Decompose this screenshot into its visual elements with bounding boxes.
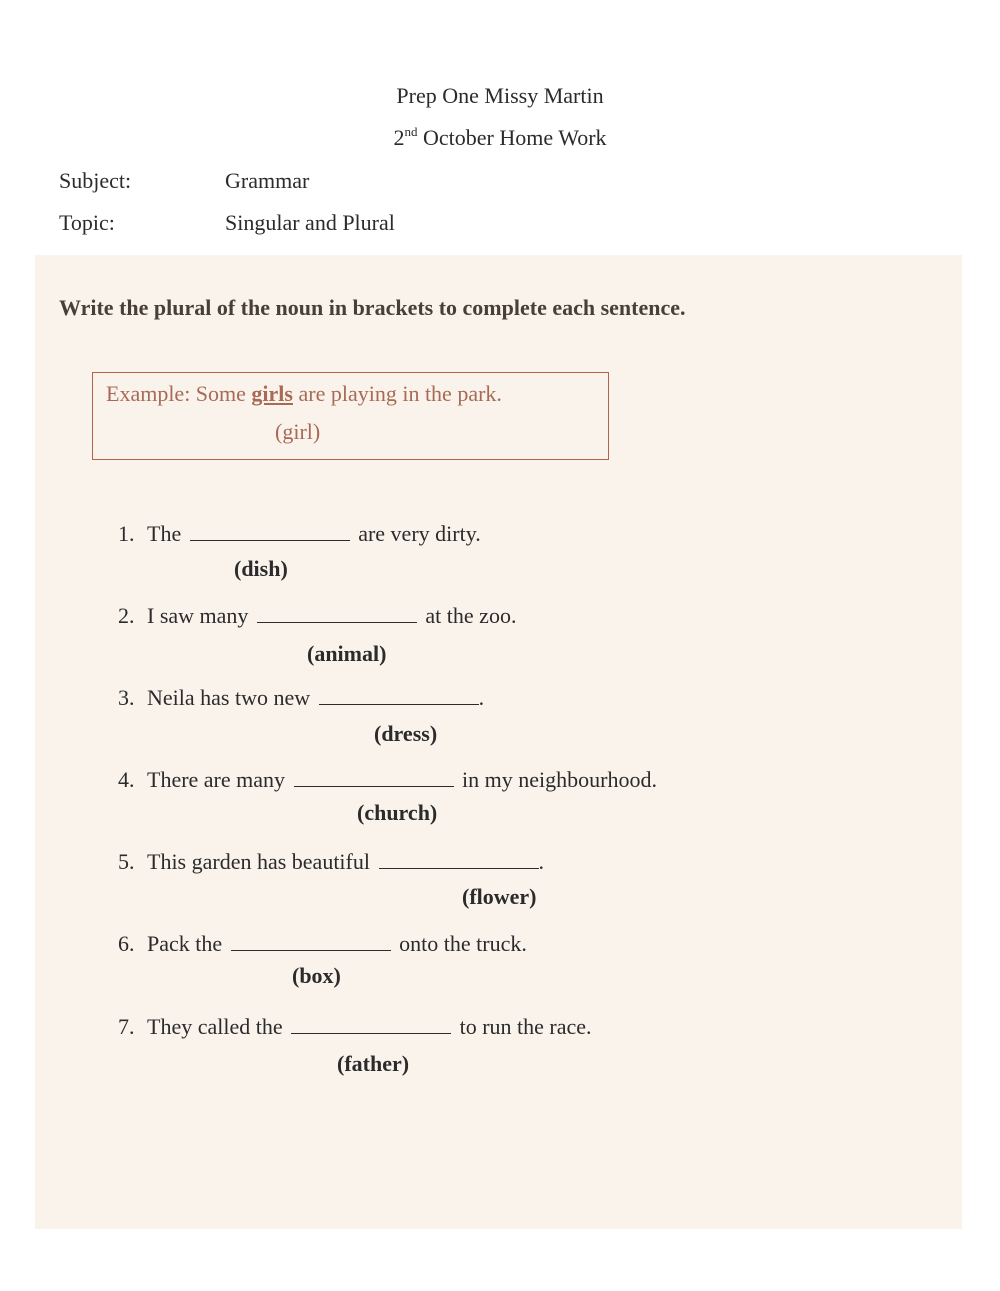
- topic-row: [59, 210, 395, 236]
- question-after: .: [478, 685, 485, 710]
- instruction: Write the plural of the noun in brackets to complete each sentence.: [59, 295, 686, 320]
- date-day: 2: [393, 125, 405, 150]
- question-1: [118, 521, 481, 547]
- question-number: 1.: [118, 521, 135, 546]
- question-2: [118, 603, 516, 629]
- topic-label: Topic:: [59, 210, 115, 235]
- question-number: 6.: [118, 931, 135, 956]
- example-hint: (girl): [275, 419, 321, 444]
- subject-label: Subject:: [59, 168, 132, 193]
- date-heading: [0, 125, 1000, 151]
- answer-blank-1[interactable]: [190, 522, 350, 541]
- question-before: There are many: [147, 767, 286, 792]
- question-before: They called the: [147, 1014, 283, 1039]
- question-after: in my neighbourhood.: [462, 767, 657, 792]
- question-5: [118, 849, 544, 875]
- hint-4: (church): [357, 800, 438, 825]
- answer-blank-4[interactable]: [294, 768, 454, 787]
- topic-value: Singular and Plural: [225, 210, 395, 235]
- question-number: 4.: [118, 767, 135, 792]
- question-before: Neila has two new: [147, 685, 311, 710]
- question-3: [118, 685, 484, 711]
- question-number: 5.: [118, 849, 135, 874]
- example-prefix: Example: Some: [106, 381, 252, 406]
- subject-value: Grammar: [225, 168, 310, 193]
- hint-5: (flower): [462, 884, 537, 909]
- answer-blank-2[interactable]: [257, 604, 417, 623]
- question-number: 2.: [118, 603, 135, 628]
- hint-2: (animal): [307, 641, 387, 666]
- question-number: 3.: [118, 685, 135, 710]
- question-after: at the zoo.: [425, 603, 517, 628]
- question-7: [118, 1014, 592, 1040]
- subject-row: [59, 168, 309, 194]
- question-after: onto the truck.: [399, 931, 527, 956]
- answer-blank-7[interactable]: [291, 1015, 451, 1034]
- answer-blank-3[interactable]: [319, 686, 479, 705]
- question-number: 7.: [118, 1014, 135, 1039]
- answer-blank-5[interactable]: [379, 850, 539, 869]
- question-before: This garden has beautiful: [147, 849, 370, 874]
- worksheet-panel: [35, 255, 962, 1229]
- question-before: The: [147, 521, 182, 546]
- date-rest: October Home Work: [417, 125, 607, 150]
- hint-3: (dress): [374, 721, 438, 746]
- hint-6: (box): [292, 963, 341, 988]
- example-suffix: are playing in the park.: [292, 381, 502, 406]
- example-sentence: [106, 381, 502, 407]
- hint-1: (dish): [234, 556, 288, 581]
- question-before: I saw many: [147, 603, 249, 628]
- question-before: Pack the: [147, 931, 223, 956]
- example-box: [92, 372, 609, 460]
- hint-7: (father): [337, 1051, 410, 1076]
- example-noun: girls: [251, 381, 293, 406]
- date-suffix: nd: [404, 124, 418, 139]
- question-after: .: [538, 849, 544, 874]
- page-title: Prep One Missy Martin: [396, 83, 604, 108]
- question-6: [118, 931, 527, 957]
- question-after: to run the race.: [459, 1014, 592, 1039]
- question-after: are very dirty.: [358, 521, 481, 546]
- question-4: [118, 767, 657, 793]
- answer-blank-6[interactable]: [231, 932, 391, 951]
